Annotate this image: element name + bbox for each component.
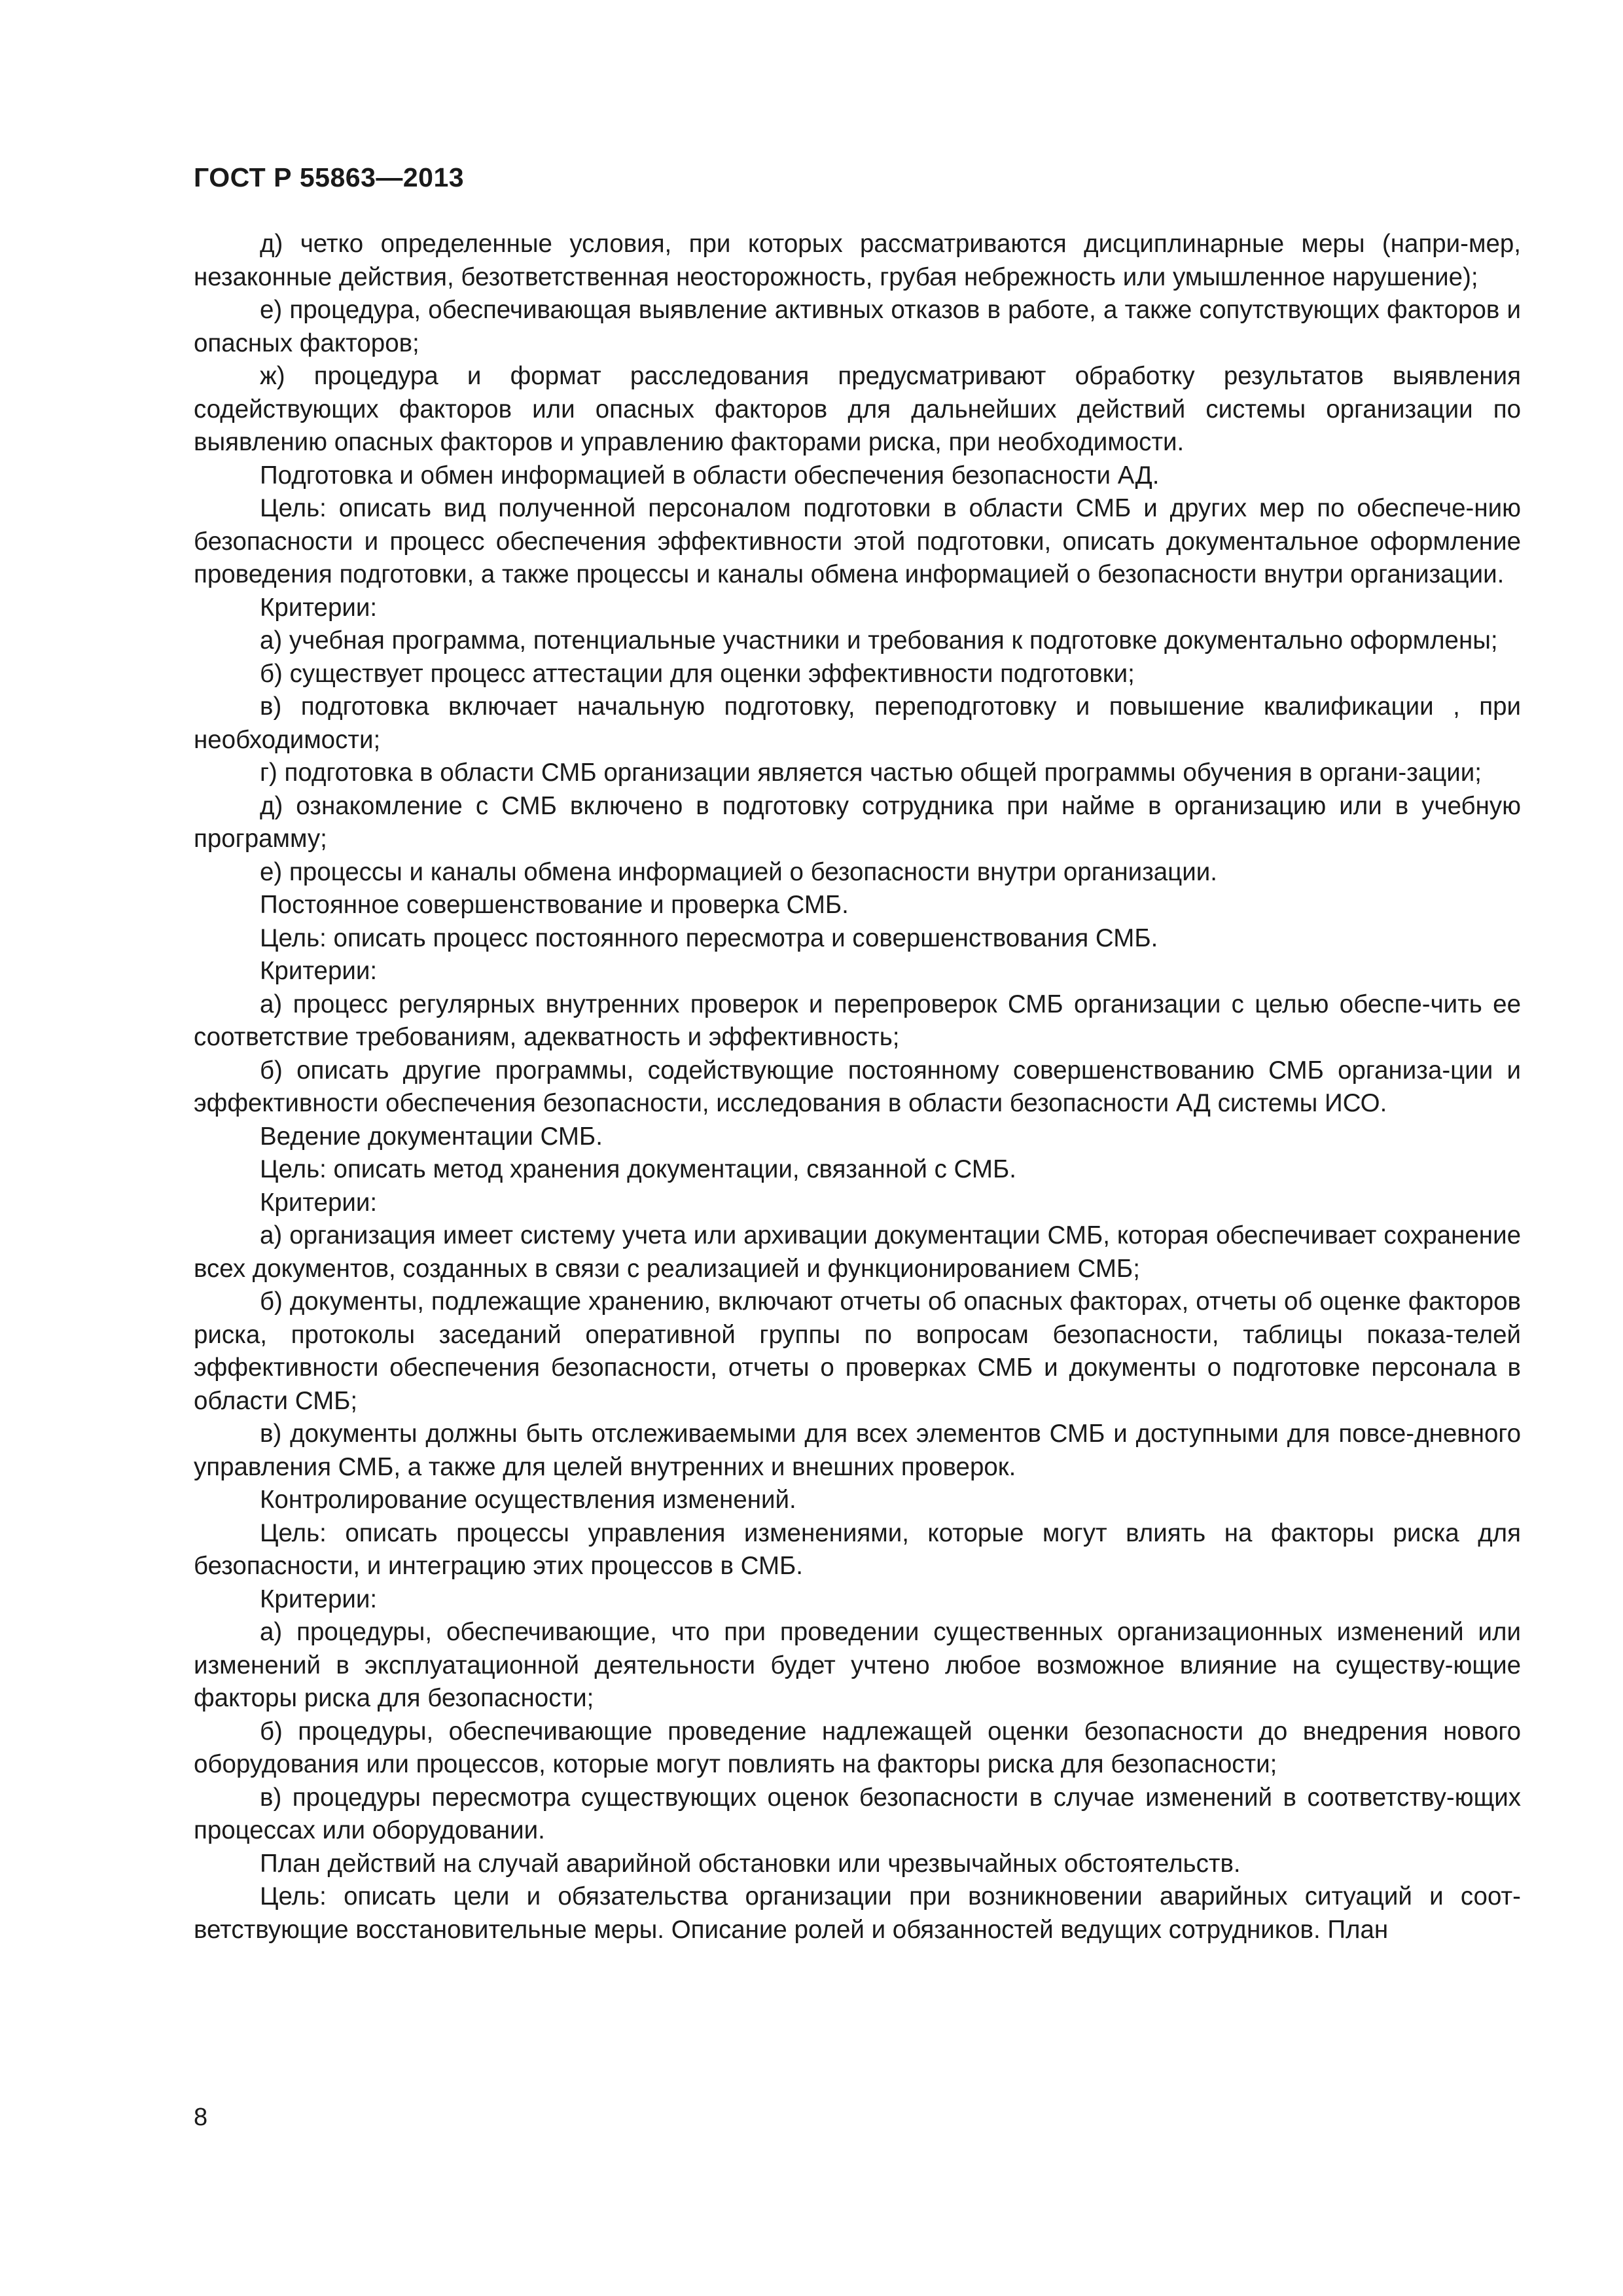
paragraph: Цель: описать процесс постоянного пересмотра и совершенствования СМБ. — [260, 924, 1158, 952]
paragraph: д) четко определенные условия, при которых рассматриваются дисциплинарные меры (напри-мер, незаконные действия, безответственная неосторожность, грубая небрежность или умышленное нарушение); — [194, 230, 1521, 291]
paragraph: Цель: описать цели и обязательства организации при возникновении аварийных ситуаций и соот-ветствующие восстановительные меры. Описание ролей и обязанностей ведущих сотрудников. План — [194, 1882, 1521, 1944]
criteria-label: Критерии: — [260, 593, 378, 622]
paragraph: а) организация имеет систему учета или архивации документации СМБ, которая обеспечивает сохранение всех документов, созданных в связи с реализацией и функционированием СМБ; — [194, 1221, 1521, 1283]
criteria-label: Критерии: — [260, 1188, 378, 1217]
paragraph: в) процедуры пересмотра существующих оценок безопасности в случае изменений в соответству-ющих процессах или оборудовании. — [194, 1783, 1521, 1844]
section-heading: План действий на случай аварийной обстановки или чрезвычайных обстоятельств. — [260, 1849, 1241, 1878]
section-heading: Ведение документации СМБ. — [260, 1122, 603, 1151]
document-body — [194, 228, 1521, 1946]
paragraph: ж) процедура и формат расследования предусматривают обработку результатов выявления содействующих факторов или опасных факторов для дальнейших действий системы организации по выявлению опасных факторов и управлению факторами риска, при необходимости. — [194, 362, 1521, 456]
paragraph: г) подготовка в области СМБ организации является частью общей программы обучения в органи-зации; — [260, 759, 1482, 787]
section-heading: Постоянное совершенствование и проверка СМБ. — [260, 891, 849, 919]
paragraph: е) процессы и каналы обмена информацией о безопасности внутри организации. — [260, 857, 1217, 886]
paragraph: а) процедуры, обеспечивающие, что при проведении существенных организационных изменений или изменений в эксплуатационной деятельности будет учтено любое возможное влияние на существу-ющие факторы риска для безопасности; — [194, 1618, 1521, 1712]
criteria-label: Критерии: — [260, 957, 378, 985]
page-number: 8 — [194, 2104, 208, 2131]
standard-header: ГОСТ Р 55863—2013 — [194, 162, 465, 192]
paragraph: а) учебная программа, потенциальные участники и требования к подготовке документально оформлены; — [260, 626, 1498, 655]
paragraph: е) процедура, обеспечивающая выявление активных отказов в работе, а также сопутствующих факторов и опасных факторов; — [194, 296, 1521, 357]
paragraph: в) подготовка включает начальную подготовку, переподготовку и повышение квалификации , при необходимости; — [194, 692, 1521, 754]
paragraph: в) документы должны быть отслеживаемыми для всех элементов СМБ и доступными для повсе-дневного управления СМБ, а также для целей внутренних и внешних проверок. — [194, 1420, 1521, 1481]
paragraph: а) процесс регулярных внутренних проверок и перепроверок СМБ организации с целью обеспе-чить ее соответствие требованиям, адекватность и эффективность; — [194, 990, 1521, 1051]
paragraph: Цель: описать вид полученной персоналом подготовки в области СМБ и других мер по обеспече-нию безопасности и процесс обеспечения эффективности этой подготовки, описать документальное оформление проведения подготовки, а также процессы и каналы обмена информацией о безопасности внутри организации. — [194, 494, 1521, 588]
section-heading: Подготовка и обмен информацией в области обеспечения безопасности АД. — [260, 461, 1160, 490]
paragraph: б) документы, подлежащие хранению, включают отчеты об опасных факторах, отчеты об оценке факторов риска, протоколы заседаний оперативной группы по вопросам безопасности, таблицы показа-телей эффективности обеспечения безопасности, отчеты о проверках СМБ и документы о подготовке персонала в области СМБ; — [194, 1287, 1521, 1415]
section-heading: Контролирование осуществления изменений. — [260, 1486, 796, 1514]
paragraph: д) ознакомление с СМБ включено в подготовку сотрудника при найме в организацию или в учебную программу; — [194, 791, 1521, 853]
paragraph: б) существует процесс аттестации для оценки эффективности подготовки; — [260, 659, 1135, 688]
paragraph: Цель: описать процессы управления изменениями, которые могут влиять на факторы риска для безопасности, и интеграцию этих процессов в СМБ. — [194, 1518, 1521, 1580]
paragraph: б) процедуры, обеспечивающие проведение надлежащей оценки безопасности до внедрения нового оборудования или процессов, которые могут повлиять на факторы риска для безопасности; — [194, 1717, 1521, 1778]
criteria-label: Критерии: — [260, 1585, 378, 1613]
paragraph: б) описать другие программы, содействующие постоянному совершенствованию СМБ организа-ции и эффективности обеспечения безопасности, исследования в области безопасности АД системы ИСО. — [194, 1056, 1521, 1117]
paragraph: Цель: описать метод хранения документации, связанной с СМБ. — [260, 1155, 1016, 1183]
